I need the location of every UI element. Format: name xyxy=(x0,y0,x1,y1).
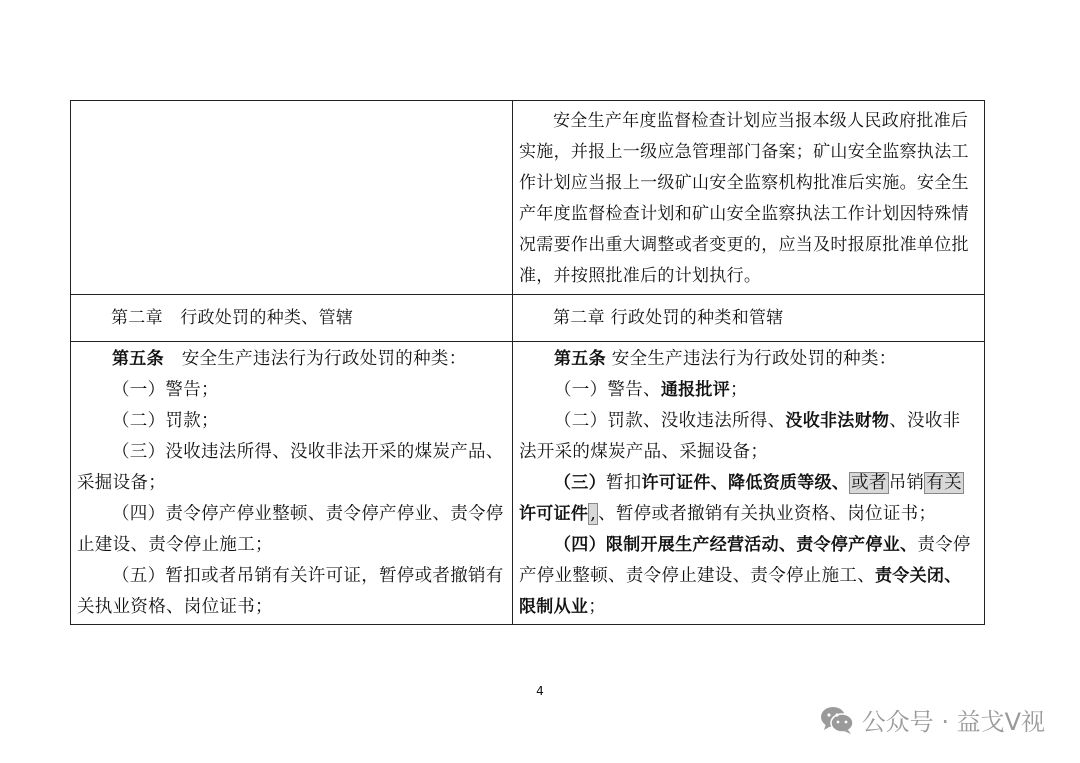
right-article-cell xyxy=(513,342,985,625)
item-added-text: （四）限制开展生产经营活动、责令停产停业、 xyxy=(554,535,918,555)
item-added-text: （三） xyxy=(554,473,606,493)
article-number: 第五条 xyxy=(554,349,606,369)
watermark xyxy=(820,702,1045,737)
item-text: 、没收非法开采的煤炭产品、采掘设备； xyxy=(519,411,961,462)
item-added-text: 责令关闭、限制从业 xyxy=(519,566,962,617)
plan-paragraph: 安全生产年度监督检查计划应当报本级人民政府批准后实施，并报上一级应急管理部门备案；矿山安全监察执法工作计划应当报上一级矿山安全监察机构批准后实施。安全生产年度监督检查计划和矿山安全监察执法工作计划因特殊情况需要作出重大调整或者变更的，应当及时报原批准单位批准，并按照批准后的计划执行。 xyxy=(519,111,969,286)
item-text: 暂扣 xyxy=(605,473,642,493)
chapter-title-right: 第二章 行政处罚的种类和管辖 xyxy=(553,307,784,328)
item-text: （二）罚款、没收违法所得、 xyxy=(554,411,786,431)
right-chapter-heading xyxy=(513,295,985,342)
item-text: ； xyxy=(588,597,607,617)
chapter-title-left: 第二章 行政处罚的种类、管辖 xyxy=(111,307,354,328)
list-item: （二）罚款； xyxy=(112,411,219,431)
wechat-icon xyxy=(820,705,854,735)
article-text: 安全生产违法行为行政处罚的种类： xyxy=(163,349,467,369)
item-added-text: 许可证件、降低资质等级、 xyxy=(641,473,850,493)
list-item: （一）警告； xyxy=(112,380,219,400)
article-heading-left xyxy=(77,344,506,375)
highlighted-text: 或者 xyxy=(851,473,887,493)
right-cell-plan xyxy=(513,101,985,295)
table-row xyxy=(71,342,985,625)
list-item xyxy=(519,530,978,623)
item-added-text: 没收非法财物 xyxy=(785,411,890,431)
item-added-text: 许可证件 xyxy=(519,504,589,524)
left-cell-empty xyxy=(71,101,513,295)
article-text: 安全生产违法行为行政处罚的种类： xyxy=(605,349,897,369)
list-item xyxy=(519,375,978,406)
highlighted-text: 有关 xyxy=(926,473,962,493)
item-text: 吊销 xyxy=(888,473,925,493)
list-item: （五）暂扣或者吊销有关许可证，暂停或者撤销有关执业资格、岗位证书； xyxy=(77,566,504,617)
watermark-text: 公众号 · 益戈V视 xyxy=(861,708,1045,736)
left-article-cell xyxy=(71,342,513,625)
item-text: 、暂停或者撤销有关执业资格、岗位证书； xyxy=(598,504,937,524)
list-item xyxy=(519,406,978,468)
list-item xyxy=(519,468,978,530)
item-text: ； xyxy=(730,380,748,400)
table-row xyxy=(71,101,985,295)
left-chapter-heading xyxy=(71,295,513,342)
page-number: 4 xyxy=(536,684,544,698)
article-number: 第五条 xyxy=(112,349,164,369)
item-text: 责令停产停业整顿、责令停止建设、责令停止施工、 xyxy=(519,535,971,586)
item-text: （一）警告、 xyxy=(554,380,661,400)
list-item: （三）没收违法所得、没收非法开采的煤炭产品、采掘设备； xyxy=(77,442,504,493)
comparison-table xyxy=(70,100,985,625)
article-heading-right xyxy=(519,344,978,375)
list-item: （四）责令停产停业整顿、责令停产停业、责令停止建设、责令停止施工； xyxy=(77,504,504,555)
highlighted-text: , xyxy=(590,504,597,524)
item-added-text: 通报批评 xyxy=(660,380,731,400)
table-row xyxy=(71,295,985,342)
